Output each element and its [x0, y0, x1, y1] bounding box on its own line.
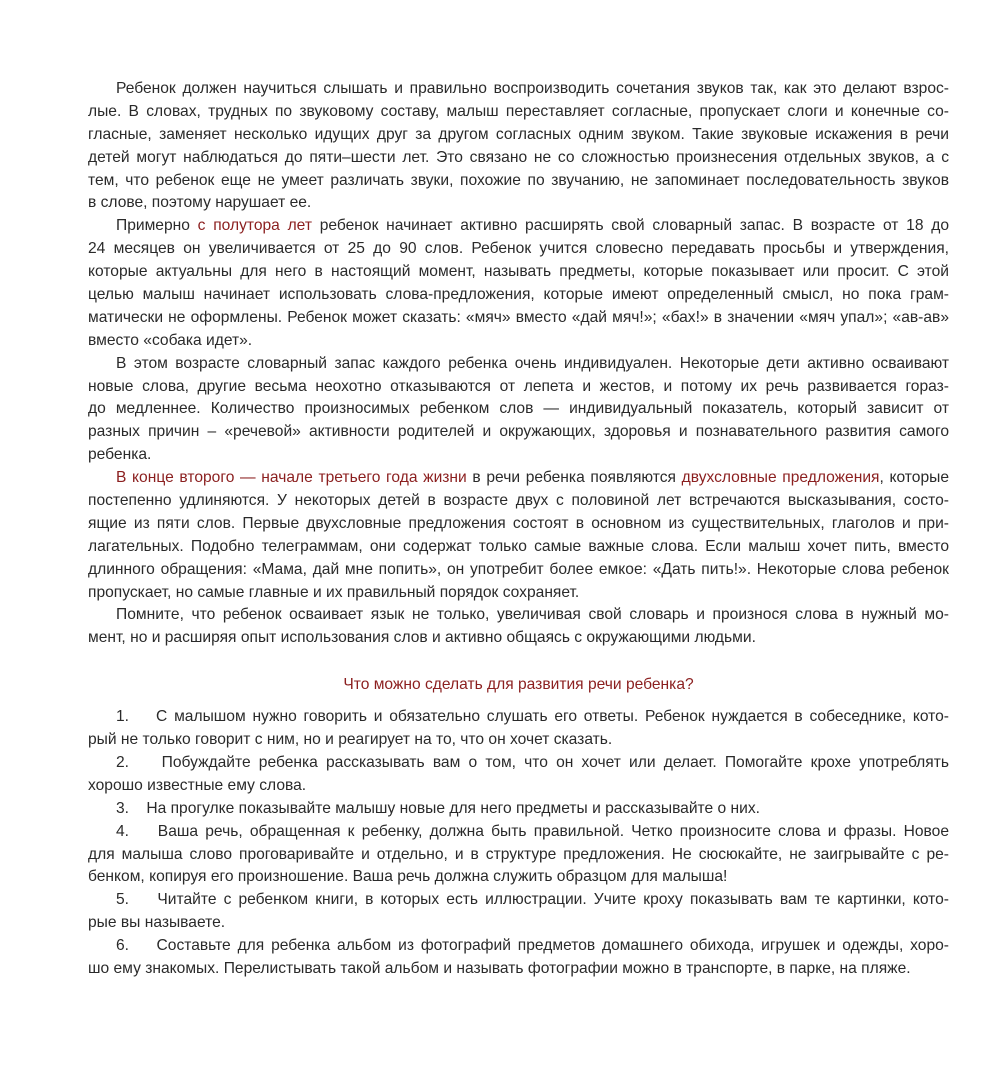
- text-line: [88, 376, 949, 399]
- paragraph: [88, 353, 949, 467]
- text-run: , которые: [879, 469, 949, 487]
- text-line: [88, 775, 949, 798]
- text-line: [88, 147, 949, 170]
- text-run: ребенок начинает активно расширять свой словарный запас. В возрасте от 18 до: [311, 217, 949, 235]
- document-page: [88, 78, 949, 981]
- highlighted-text: с полутора лет: [197, 217, 312, 235]
- text-line: [88, 238, 949, 261]
- text-line: [88, 353, 949, 376]
- text-run: в речи ребенка появляются: [466, 469, 682, 487]
- text-line: [88, 559, 949, 582]
- text-line: [88, 284, 949, 307]
- text-line: [88, 866, 949, 889]
- text-line: [88, 398, 949, 421]
- text-line: [88, 78, 949, 101]
- text-line: [88, 604, 949, 627]
- text-line: [88, 729, 949, 752]
- text-run: тем, что ребенок еще не умеет различать звуки, похожие по звучанию, не запоминает последовательность звуков: [88, 171, 949, 189]
- text-line: [88, 513, 949, 536]
- text-run: которые актуальны для него в настоящий момент, называть предметы, которые показывает или просит. С этой: [88, 263, 949, 281]
- paragraph: [88, 467, 949, 604]
- text-run: пропускает, но самые главные и их правильный порядок сохраняет.: [88, 583, 580, 601]
- text-line: [88, 821, 949, 844]
- text-run: длинного обращения: «Мама, дай мне попить», он употребит более емкое: «Дать пить!». Некоторые слова ребенок: [88, 560, 949, 578]
- text-line: [88, 215, 949, 238]
- text-line: [88, 421, 949, 444]
- text-line: [88, 307, 949, 330]
- text-run: до медленнее. Количество произносимых ребенком слов — индивидуальный показатель, который зависит от: [88, 400, 949, 418]
- tips-list: [88, 706, 949, 981]
- text-run: лагательных. Подобно телеграммам, они содержат только самые важные слова. Если малыш хочет пить, вместо: [88, 537, 949, 555]
- text-run: 1. С малышом нужно говорить и обязательно слушать его ответы. Ребенок нуждается в собеседнике, кото-: [116, 708, 949, 726]
- highlighted-text: В конце второго — начале третьего года жизни: [116, 469, 467, 487]
- text-line: [88, 101, 949, 124]
- text-run: матически не оформлены. Ребенок может сказать: «мяч» вместо «дай мяч!»; «бах!» в значении «мяч упал»; «ав-ав»: [88, 308, 949, 326]
- text-run: постепенно удлиняются. У некоторых детей в возрасте двух с половиной лет встречаются высказывания, состо-: [88, 492, 949, 510]
- paragraph: [88, 215, 949, 352]
- text-line: [88, 627, 949, 650]
- text-line: [88, 706, 949, 729]
- text-run: 4. Ваша речь, обращенная к ребенку, должна быть правильной. Четко произносите слова и фразы. Новое: [116, 822, 949, 840]
- text-run: В этом возрасте словарный запас каждого ребенка очень индивидуален. Некоторые дети активно осваивают: [116, 354, 949, 372]
- text-line: [88, 889, 949, 912]
- text-line: [88, 844, 949, 867]
- text-line: [88, 261, 949, 284]
- text-line: [88, 192, 949, 215]
- text-run: хорошо известные ему слова.: [88, 776, 307, 794]
- text-run: рые вы называете.: [88, 914, 226, 932]
- list-item: [88, 798, 949, 821]
- text-run: Примерно: [116, 217, 198, 235]
- text-line: [88, 490, 949, 513]
- text-run: Помните, что ребенок осваивает язык не только, увеличивая свой словарь и произнося слова в нужный мо-: [116, 606, 949, 624]
- text-line: [88, 444, 949, 467]
- highlighted-text: двухсловные предложения: [681, 469, 880, 487]
- text-run: рый не только говорит с ним, но и реагирует на то, что он хочет сказать.: [88, 731, 613, 749]
- text-line: [88, 798, 949, 821]
- text-line: [88, 912, 949, 935]
- paragraph: [88, 604, 949, 650]
- text-line: [88, 582, 949, 605]
- text-run: вместо «собака идет».: [88, 331, 253, 349]
- text-run: разных причин – «речевой» активности родителей и окружающих, здоровья и познавательного развития самого: [88, 423, 949, 441]
- text-run: в слове, поэтому нарушает ее.: [88, 194, 312, 212]
- text-run: бенком, копируя его произношение. Ваша речь должна служить образцом для малыша!: [88, 868, 728, 886]
- text-line: [88, 935, 949, 958]
- list-item: [88, 752, 949, 798]
- body-text: [88, 78, 949, 650]
- text-run: детей могут наблюдаться до пяти–шести лет. Это связано не со сложностью произнесения отдельных звуков, а с: [88, 148, 949, 166]
- text-line: [88, 330, 949, 353]
- text-run: целью малыш начинает использовать слова-предложения, которые имеют определенный смысл, но пока грам-: [88, 286, 949, 304]
- text-run: шо ему знакомых. Перелистывать такой альбом и называть фотографии можно в транспорте, в парке, на пляже.: [88, 959, 911, 977]
- list-item: [88, 821, 949, 890]
- text-run: гласные, заменяет несколько идущих друг за другом согласных одним звуком. Такие звуковые искажения в речи: [88, 125, 949, 143]
- text-run: 3. На прогулке показывайте малышу новые для него предметы и рассказывайте о них.: [116, 799, 760, 817]
- text-line: [88, 536, 949, 559]
- text-line: [88, 124, 949, 147]
- section-heading: Что можно сделать для развития речи ребенка?: [343, 676, 694, 694]
- list-item: [88, 706, 949, 752]
- text-run: ребенка.: [88, 446, 152, 464]
- text-line: [88, 467, 949, 490]
- text-line: [88, 170, 949, 193]
- text-run: для малыша слово проговаривайте и отдельно, и в структуре предложения. Не сюсюкайте, не заигрывайте с ре-: [88, 845, 949, 863]
- text-run: 2. Побуждайте ребенка рассказывать вам о том, что он хочет или делает. Помогайте крохе употреблять: [116, 753, 949, 771]
- text-run: лые. В словах, трудных по звуковому составу, малыш переставляет согласные, пропускает слоги и конечные со-: [88, 102, 949, 120]
- list-item: [88, 935, 949, 981]
- text-line: [88, 752, 949, 775]
- text-line: [88, 958, 949, 981]
- text-run: 5. Читайте с ребенком книги, в которых есть иллюстрации. Учите кроху показывать вам те картинки, кото-: [116, 891, 949, 909]
- paragraph: [88, 78, 949, 215]
- text-run: новые слова, другие весьма неохотно отказываются от лепета и жестов, и потому их речь развивается гораз-: [88, 377, 949, 395]
- text-run: мент, но и расширяя опыт использования слов и активно общаясь с окружающими людьми.: [88, 629, 756, 647]
- text-run: 6. Составьте для ребенка альбом из фотографий предметов домашнего обихода, игрушек и одежды, хоро-: [116, 937, 949, 955]
- text-run: Ребенок должен научиться слышать и правильно воспроизводить сочетания звуков так, как это делают взрос-: [116, 80, 949, 97]
- text-run: 24 месяцев он увеличивается от 25 до 90 слов. Ребенок учится словесно передавать просьбы и утверждения,: [88, 240, 949, 258]
- text-run: ящие из пяти слов. Первые двухсловные предложения состоят в основном из существительных, глаголов и при-: [88, 514, 949, 532]
- list-item: [88, 889, 949, 935]
